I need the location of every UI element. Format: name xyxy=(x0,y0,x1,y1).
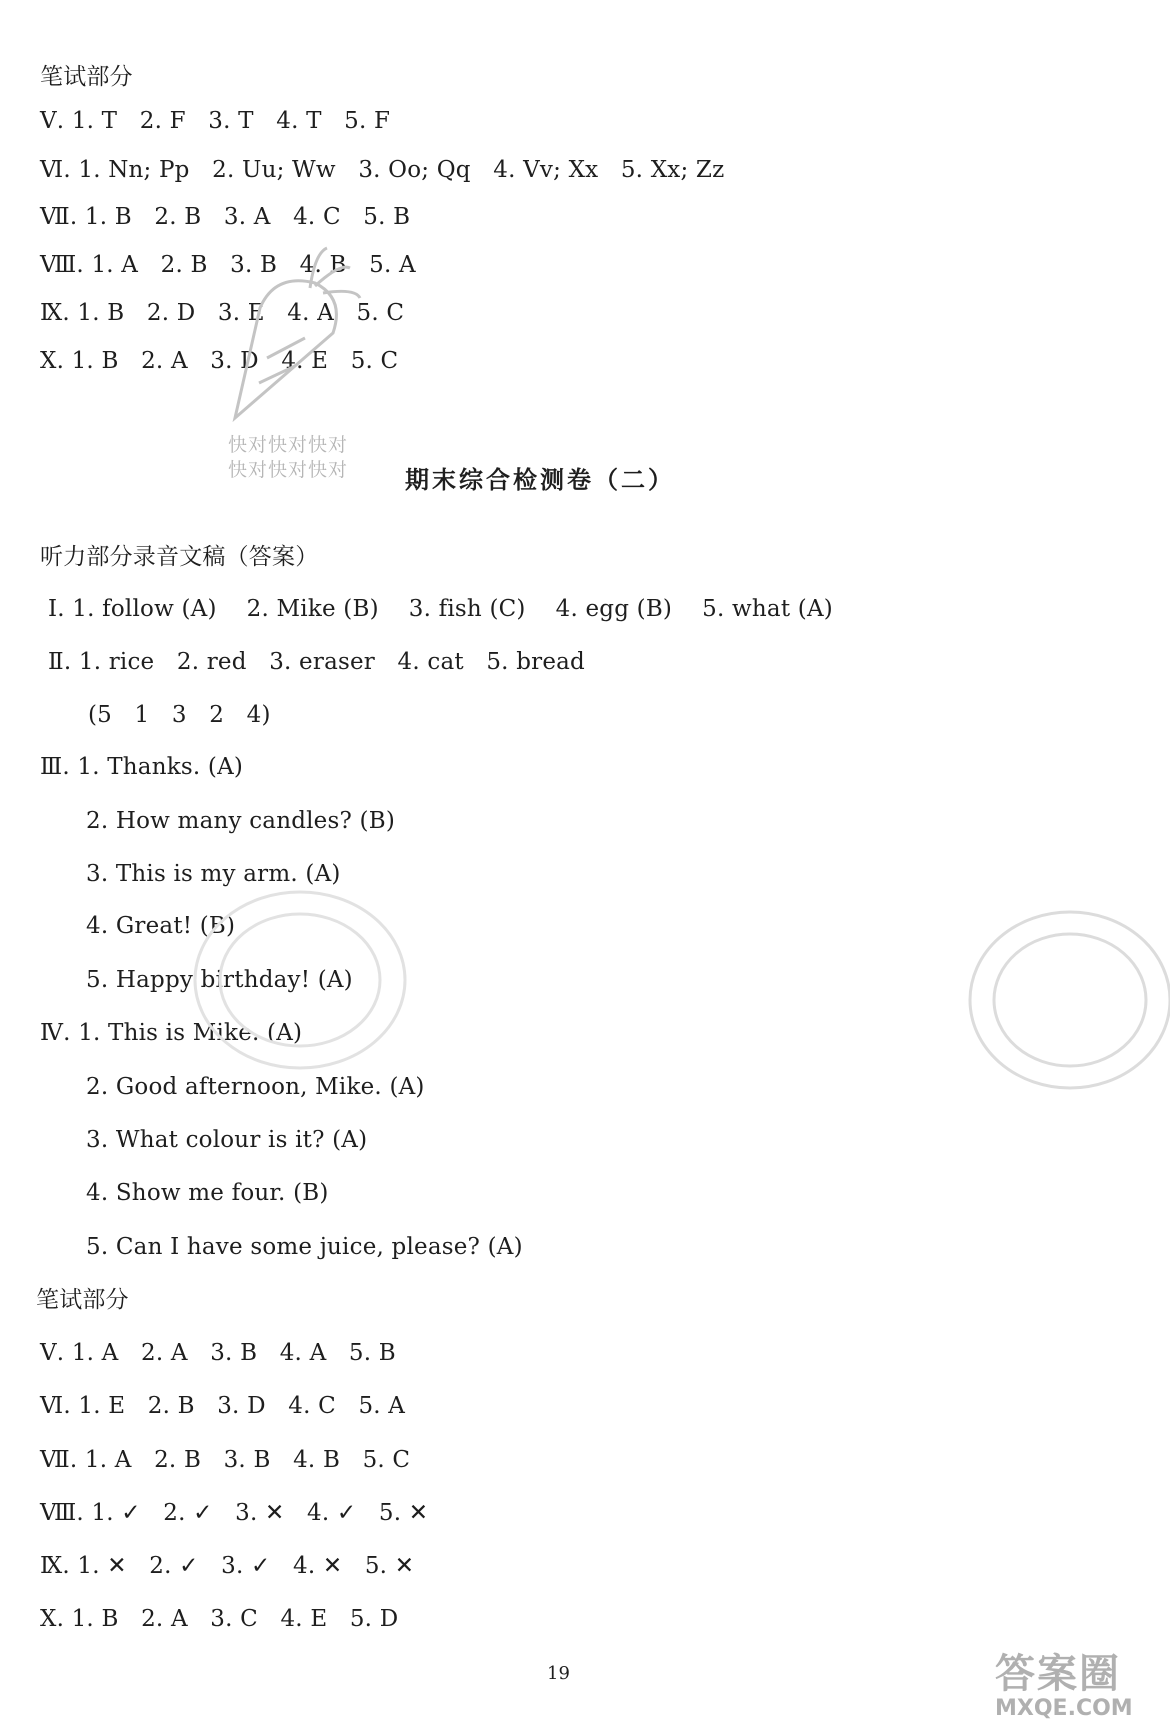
page-number: 19 xyxy=(547,1663,570,1684)
answer-line-iv: Ⅳ. 1. This is Mike. (A) xyxy=(40,1020,303,1046)
exam-title: 期末综合检测卷（二） xyxy=(405,466,675,494)
answer-line-iii-2: 2. How many candles? (B) xyxy=(86,808,395,834)
answer-line-iv-3: 3. What colour is it? (A) xyxy=(86,1127,368,1153)
answer-line-viii: Ⅷ. 1. A 2. B 3. B 4. B 5. A xyxy=(40,252,416,278)
watermark-text: 快对快对快对 快对快对快对 xyxy=(228,434,349,481)
answer-line-iii-3: 3. This is my arm. (A) xyxy=(86,861,341,887)
watermark-stamp-icon xyxy=(215,238,375,428)
answer-line-iv-4: 4. Show me four. (B) xyxy=(86,1180,329,1206)
answer-line-iv-5: 5. Can I have some juice, please? (A) xyxy=(86,1234,523,1260)
written-section-header: 笔试部分 xyxy=(40,64,133,90)
answer-line-iii-5: 5. Happy birthday! (A) xyxy=(86,967,353,993)
answer-line-iii-4: 4. Great! (B) xyxy=(86,913,236,939)
answer-line-vi-2: Ⅵ. 1. E 2. B 3. D 4. C 5. A xyxy=(40,1393,406,1419)
answer-line-viii-2: Ⅷ. 1. ✓ 2. ✓ 3. ✕ 4. ✓ 5. ✕ xyxy=(40,1500,429,1526)
corner-logo-text: 答案圈 xyxy=(995,1651,1121,1697)
answer-line-x: Ⅹ. 1. B 2. A 3. D 4. E 5. C xyxy=(40,348,399,374)
answer-line-v: Ⅴ. 1. T 2. F 3. T 4. T 5. F xyxy=(40,108,391,134)
answer-line-ix: Ⅸ. 1. B 2. D 3. E 4. A 5. C xyxy=(40,300,405,326)
answer-line-ix-2: Ⅸ. 1. ✕ 2. ✓ 3. ✓ 4. ✕ 5. ✕ xyxy=(40,1553,415,1579)
written-section-header-2: 笔试部分 xyxy=(36,1287,129,1313)
answer-line-iii: Ⅲ. 1. Thanks. (A) xyxy=(40,754,244,780)
corner-logo-url: MXQE.COM xyxy=(995,1696,1133,1721)
answer-line-ii: Ⅱ. 1. rice 2. red 3. eraser 4. cat 5. bread xyxy=(48,649,585,675)
listening-section-header: 听力部分录音文稿（答案） xyxy=(40,544,319,570)
answer-line-iv-2: 2. Good afternoon, Mike. (A) xyxy=(86,1074,425,1100)
answer-line-ii-order: (5 1 3 2 4) xyxy=(88,702,271,728)
answer-line-x-2: Ⅹ. 1. B 2. A 3. C 4. E 5. D xyxy=(40,1606,399,1632)
answer-line-v-2: Ⅴ. 1. A 2. A 3. B 4. A 5. B xyxy=(40,1340,396,1366)
faint-stamp-icon xyxy=(180,880,420,1080)
answer-line-vii: Ⅶ. 1. B 2. B 3. A 4. C 5. B xyxy=(40,204,411,230)
answer-line-vi: Ⅵ. 1. Nn; Pp 2. Uu; Ww 3. Oo; Qq 4. Vv; Xx 5. Xx; Zz xyxy=(40,157,725,183)
answer-line-i: Ⅰ. 1. follow (A) 2. Mike (B) 3. fish (C) 4. egg (B) 5. what (A) xyxy=(48,596,833,622)
answer-line-vii-2: Ⅶ. 1. A 2. B 3. B 4. B 5. C xyxy=(40,1447,411,1473)
faint-stamp-icon-right xyxy=(950,900,1170,1100)
